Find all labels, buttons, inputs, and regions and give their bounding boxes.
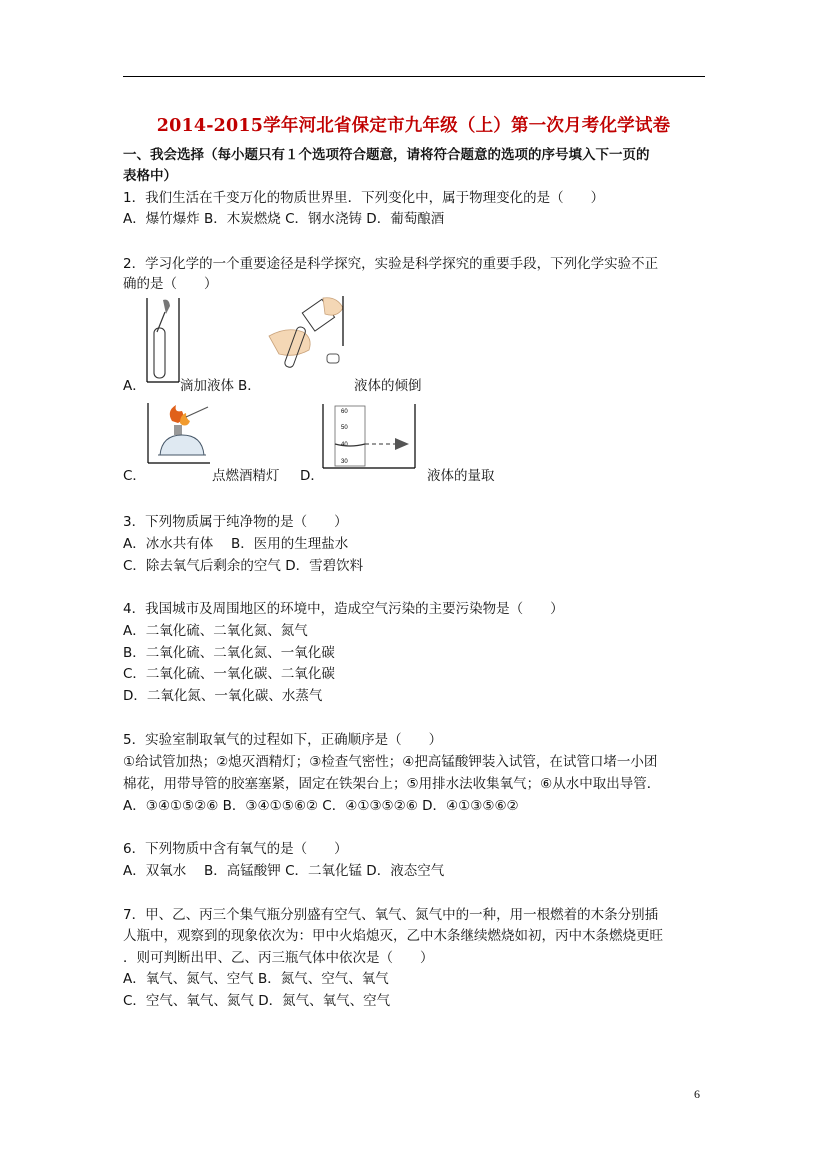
- q7-stem-cont2: ．则可判断出甲、乙、丙三瓶气体中依次是（ ）: [123, 950, 434, 966]
- q1-options: A．爆竹爆炸 B．木炭燃烧 C．钢水浇铸 D．葡萄酿酒: [123, 211, 445, 227]
- q2-stem: 2．学习化学的一个重要途径是科学探究，实验是科学探究的重要手段，下列化学实验不正: [123, 256, 659, 272]
- q7-stem-cont: 人瓶中，观察到的现象依次为：甲中火焰熄灭，乙中木条继续燃烧如初，丙中木条燃烧更旺: [123, 928, 663, 944]
- q5-stem: 5．实验室制取氧气的过程如下，正确顺序是（ ）: [123, 732, 443, 748]
- graduated-cylinder-figure: [321, 404, 417, 470]
- q2-option-b-letter: B．: [238, 378, 261, 394]
- q2-option-d-caption: 液体的量取: [427, 468, 495, 484]
- header-rule: [123, 76, 705, 77]
- q5-steps-line2: 棉花，用带导管的胶塞塞紧，固定在铁架台上；⑤用排水法收集氧气；⑥从水中取出导管．: [123, 776, 661, 792]
- section-heading-cont: 表格中）: [123, 168, 177, 184]
- cyl-tick-40: 40: [341, 442, 348, 448]
- q6-options: A．双氧水 B．高锰酸钾 C．二氧化锰 D．液态空气: [123, 863, 445, 879]
- q4-option-d: D．二氧化氮、一氧化碳、水蒸气: [123, 688, 323, 704]
- pouring-liquid-figure: [263, 296, 348, 374]
- cyl-tick-30: 30: [341, 459, 348, 465]
- cyl-tick-60: 60: [341, 409, 348, 415]
- alcohol-lamp-figure: [146, 403, 212, 465]
- q6-stem: 6．下列物质中含有氧气的是（ ）: [123, 841, 348, 857]
- cyl-tick-50: 50: [341, 425, 348, 431]
- q4-option-b: B．二氧化硫、二氧化氮、一氧化碳: [123, 645, 335, 661]
- section-heading: 一、我会选择（每小题只有１个选项符合题意，请将符合题意的选项的序号填入下一页的: [123, 147, 650, 163]
- q4-option-c: C．二氧化硫、一氧化碳、二氧化碳: [123, 666, 335, 682]
- q2-option-a-caption: 滴加液体: [180, 378, 234, 394]
- q5-options: A．③④①⑤②⑥ B．③④①⑤⑥② C．④①③⑤②⑥ D．④①③⑤⑥②: [123, 798, 519, 814]
- q5-steps-line1: ①给试管加热；②熄灭酒精灯；③检查气密性；④把高锰酸钾装入试管，在试管口堵一小团: [123, 754, 658, 770]
- q2-option-a-letter: A．: [123, 378, 146, 394]
- q3-stem: 3．下列物质属于纯净物的是（ ）: [123, 514, 348, 530]
- q4-option-a: A．二氧化硫、二氧化氮、氮气: [123, 623, 308, 639]
- q2-option-c-caption: 点燃酒精灯: [212, 468, 280, 484]
- dropper-test-tube-figure: [143, 298, 183, 384]
- q3-options-line1: A．冰水共有体 B．医用的生理盐水: [123, 536, 349, 552]
- q2-option-b-caption: 液体的倾倒: [354, 378, 422, 394]
- q7-stem: 7．甲、乙、丙三个集气瓶分别盛有空气、氧气、氮气中的一种，用一根燃着的木条分别插: [123, 907, 659, 923]
- q1-stem: 1．我们生活在千变万化的物质世界里．下列变化中，属于物理变化的是（ ）: [123, 190, 605, 206]
- page-number: 6: [694, 1087, 700, 1101]
- q4-stem: 4．我国城市及周围地区的环境中，造成空气污染的主要污染物是（ ）: [123, 601, 564, 617]
- q2-option-c-letter: C．: [123, 468, 146, 484]
- q2-option-d-letter: D．: [300, 468, 324, 484]
- q2-stem-cont: 确的是（ ）: [123, 276, 218, 292]
- page-title: 2014-2015学年河北省保定市九年级（上）第一次月考化学试卷: [156, 116, 671, 136]
- q3-options-line2: C．除去氧气后剩余的空气 D．雪碧饮料: [123, 558, 364, 574]
- q7-options-line2: C．空气、氧气、氮气 D．氮气、氧气、空气: [123, 993, 391, 1009]
- q7-options-line1: A．氧气、氮气、空气 B．氮气、空气、氧气: [123, 971, 389, 987]
